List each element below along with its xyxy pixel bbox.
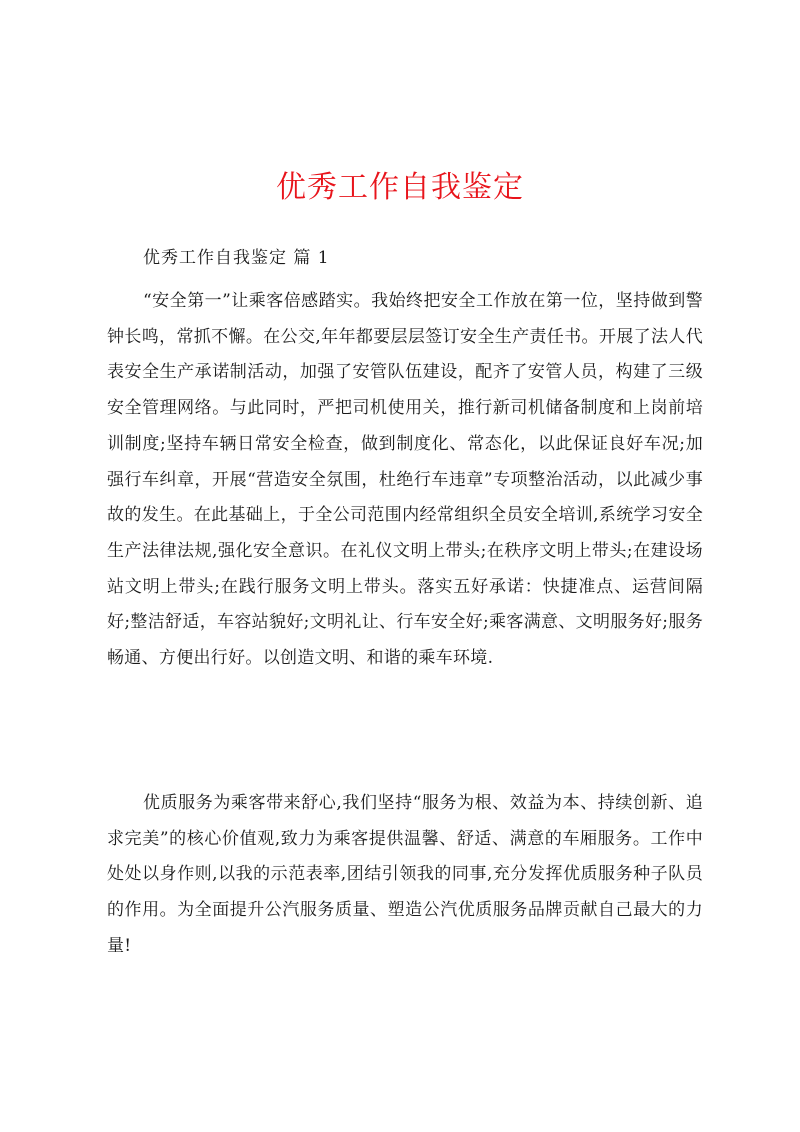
document-title: 优秀工作自我鉴定 [276,170,524,205]
section-label: 优秀工作自我鉴定 篇 1 [143,248,330,268]
body-paragraph-2: 优质服务为乘客带来舒心,我们坚持“服务为根、效益为本、持续创新、追求完美”的核心价值观,致力为乘客提供温馨、舒适、满意的车厢服务。工作中处处以身作则,以我的示范表率,团结引领我的同事,充分发挥优质服务种子队员的作用。为全面提升公汽服务质量、塑造公汽优质服务品牌贡献自己最大的力量! [107,793,703,956]
body-paragraph-1: “安全第一”让乘客倍感踏实。我始终把安全工作放在第一位，坚持做到警钟长鸣，常抓不懈。在公交,年年都要层层签订安全生产责任书。开展了法人代表安全生产承诺制活动，加强了安管队伍建设，配齐了安管人员，构建了三级安全管理网络。与此同时，严把司机使用关，推行新司机储备制度和上岗前培训制度;坚持车辆日常安全检查，做到制度化、常态化，以此保证良好车况;加强行车纠章，开展“营造安全氛围，杜绝行车违章”专项整治活动，以此减少事故的发生。在此基础上，于全公司范围内经常组织全员安全培训,系统学习安全生产法律法规,强化安全意识。在礼仪文明上带头;在秩序文明上带头;在建设场站文明上带头;在践行服务文明上带头。落实五好承诺：快捷准点、运营间隔好;整洁舒适，车容站貌好;文明礼让、行车安全好;乘客满意、文明服务好;服务畅通、方便出行好。以创造文明、和谐的乘车环境. [107,291,703,669]
